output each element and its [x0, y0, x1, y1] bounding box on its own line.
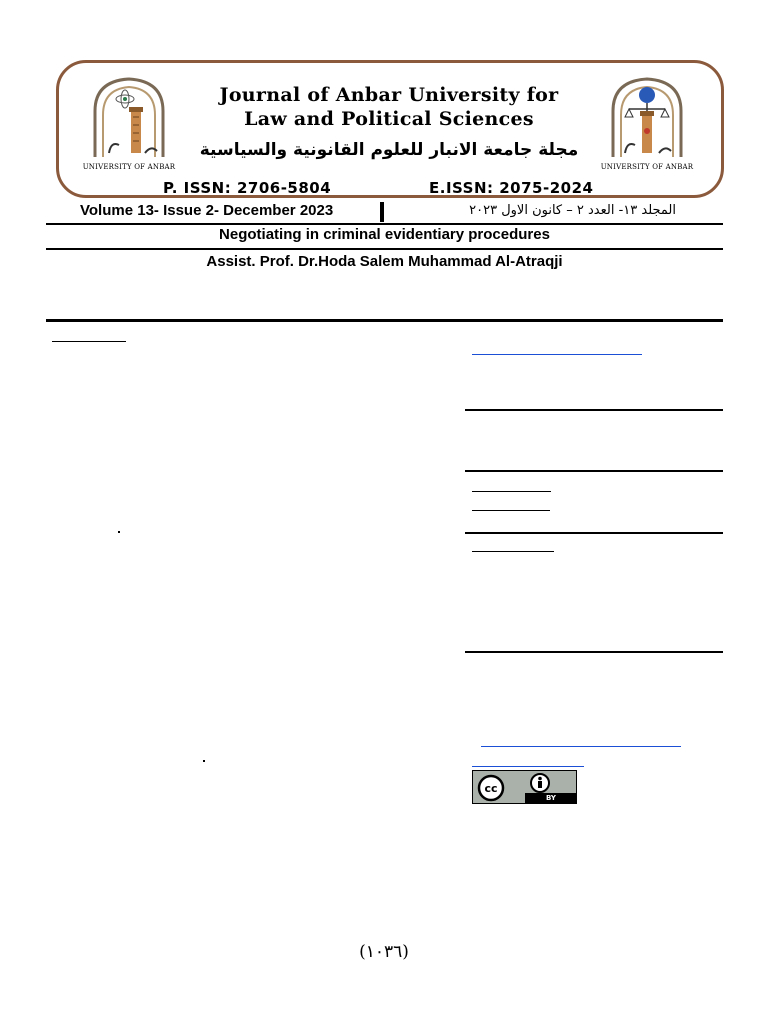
electronic-issn: E.ISSN: 2075-2024: [429, 179, 594, 197]
right-heading-underline-3: [472, 551, 554, 552]
journal-title-line1: Journal of Anbar University for: [219, 84, 559, 106]
attribution-person-icon: [529, 772, 551, 794]
right-section-rule-3: [465, 532, 723, 534]
logo-caption-left: UNIVERSITY OF ANBAR: [82, 163, 176, 171]
issue-info-english: Volume 13- Issue 2- December 2023: [80, 202, 334, 219]
title-top-rule: [46, 223, 723, 225]
doi-link-underline-2[interactable]: [472, 766, 584, 767]
email-link-underline[interactable]: [472, 354, 642, 355]
right-heading-underline-1: [472, 491, 551, 492]
university-logo-right: [599, 71, 695, 171]
journal-title-line2: Law and Political Sciences: [244, 108, 534, 130]
doi-link-underline[interactable]: [481, 746, 681, 747]
journal-header-banner: [56, 60, 724, 198]
university-emblem-icon: [599, 71, 695, 161]
text-dot: [203, 760, 205, 762]
right-heading-underline-2: [472, 510, 550, 511]
article-title: Negotiating in criminal evidentiary procedures: [219, 226, 550, 243]
header-bottom-rule: [46, 319, 723, 322]
article-author: Assist. Prof. Dr.Hoda Salem Muhammad Al-Atraqji: [206, 253, 563, 270]
by-label: BY: [545, 794, 557, 802]
text-dot: [118, 531, 120, 533]
journal-title-arabic: مجلة جامعة الانبار للعلوم القانونية والسياسية: [199, 140, 579, 160]
journal-title: [159, 83, 619, 131]
print-issn: P. ISSN: 2706-5804: [163, 179, 332, 197]
issue-info-arabic: المجلد ١٣- العدد ٢ – كانون الاول ٢٠٢٣: [469, 203, 676, 218]
title-bottom-rule: [46, 248, 723, 250]
page-number: (١٠٣٦): [359, 942, 409, 962]
logo-caption-right: UNIVERSITY OF ANBAR: [600, 163, 694, 171]
right-section-rule-1: [465, 409, 723, 411]
right-section-rule-4: [465, 651, 723, 653]
right-section-rule-2: [465, 470, 723, 472]
issue-divider: [380, 202, 384, 222]
creative-commons-badge[interactable]: [472, 770, 577, 804]
cc-icon-label: cc: [484, 782, 498, 795]
left-heading-underline: [52, 341, 126, 342]
cc-icon: [477, 774, 505, 802]
